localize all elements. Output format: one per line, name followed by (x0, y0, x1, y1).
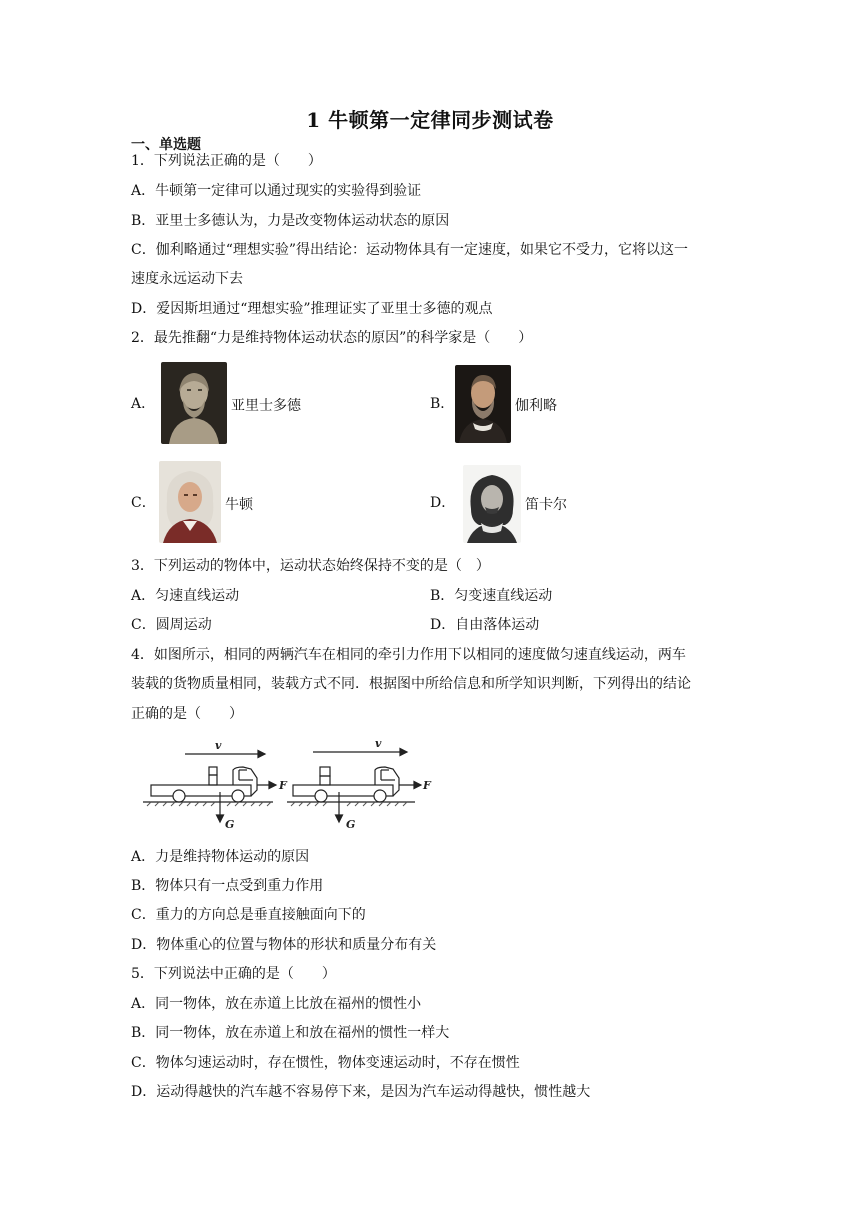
truck-2 (287, 749, 421, 823)
force-label-2: F (423, 779, 431, 792)
q4-stem-line3: 正确的是（ ） (131, 706, 243, 722)
q5-option-a: A．同一物体，放在赤道上比放在福州的惯性小 (131, 996, 422, 1012)
q1-option-a: A．牛顿第一定律可以通过现实的实验得到验证 (131, 183, 422, 199)
q4-option-a: A．力是维持物体运动的原因 (131, 849, 310, 865)
q5-option-d: D．运动得越快的汽车越不容易停下来，是因为汽车运动得越快，惯性越大 (131, 1084, 591, 1100)
q2-option-c-name: 牛顿 (225, 497, 253, 513)
q4-option-b: B．物体只有一点受到重力作用 (131, 878, 324, 894)
q4-stem-line1: 4．如图所示，相同的两辆汽车在相同的牵引力作用下以相同的速度做匀速直线运动，两车 (131, 647, 686, 663)
q4-option-d: D．物体重心的位置与物体的形状和质量分布有关 (131, 937, 437, 953)
q3-option-a: A．匀速直线运动 (131, 588, 240, 604)
section-heading: 一、单选题 (131, 137, 201, 153)
truck-1 (143, 751, 276, 823)
q3-stem: 3．下列运动的物体中，运动状态始终保持不变的是（ ） (131, 558, 490, 574)
q4-stem-line2: 装载的货物质量相同，装载方式不同．根据图中所给信息和所学知识判断，下列得出的结论 (131, 676, 691, 692)
q1-option-d: D．爱因斯坦通过“理想实验”推理证实了亚里士多德的观点 (131, 301, 493, 317)
q1-stem: 1．下列说法正确的是（ ） (131, 153, 322, 169)
q2-option-a-letter: A． (131, 396, 156, 412)
q5-option-c: C．物体匀速运动时，存在惯性，物体变速运动时，不存在惯性 (131, 1055, 520, 1071)
q4-option-c: C．重力的方向总是垂直接触面向下的 (131, 907, 366, 923)
newton-portrait (159, 461, 221, 543)
velocity-label-2: v (375, 738, 382, 750)
q2-option-b-letter: B． (430, 396, 455, 412)
velocity-label-1: v (215, 739, 222, 752)
force-label-1: F (279, 779, 287, 792)
q2-option-a-name: 亚里士多德 (231, 398, 301, 414)
q1-option-c-line1: C．伽利略通过“理想实验”得出结论：运动物体具有一定速度，如果它不受力，它将以这一 (131, 242, 689, 258)
page-title: 1 牛顿第一定律同步测试卷 (306, 108, 554, 132)
q5-stem: 5．下列说法中正确的是（ ） (131, 966, 336, 982)
gravity-label-1: G (225, 818, 235, 831)
q2-stem: 2．最先推翻“力是维持物体运动状态的原因”的科学家是（ ） (131, 330, 533, 346)
q1-option-c-line2: 速度永远运动下去 (131, 271, 243, 287)
galileo-portrait (455, 365, 511, 443)
q5-option-b: B．同一物体，放在赤道上和放在福州的惯性一样大 (131, 1025, 450, 1041)
q2-option-c-letter: C． (131, 495, 156, 511)
descartes-portrait (463, 465, 521, 543)
q1-option-b: B．亚里士多德认为，力是改变物体运动状态的原因 (131, 213, 450, 229)
q2-option-d-name: 笛卡尔 (525, 497, 567, 513)
q2-option-d-letter: D． (430, 495, 456, 511)
q3-option-b: B．匀变速直线运动 (430, 588, 553, 604)
q3-option-c: C．圆周运动 (131, 617, 212, 633)
q3-option-d: D．自由落体运动 (430, 617, 540, 633)
truck-force-diagram (143, 738, 443, 838)
gravity-label-2: G (346, 818, 356, 831)
aristotle-portrait (161, 362, 227, 444)
q2-option-b-name: 伽利略 (515, 398, 557, 414)
